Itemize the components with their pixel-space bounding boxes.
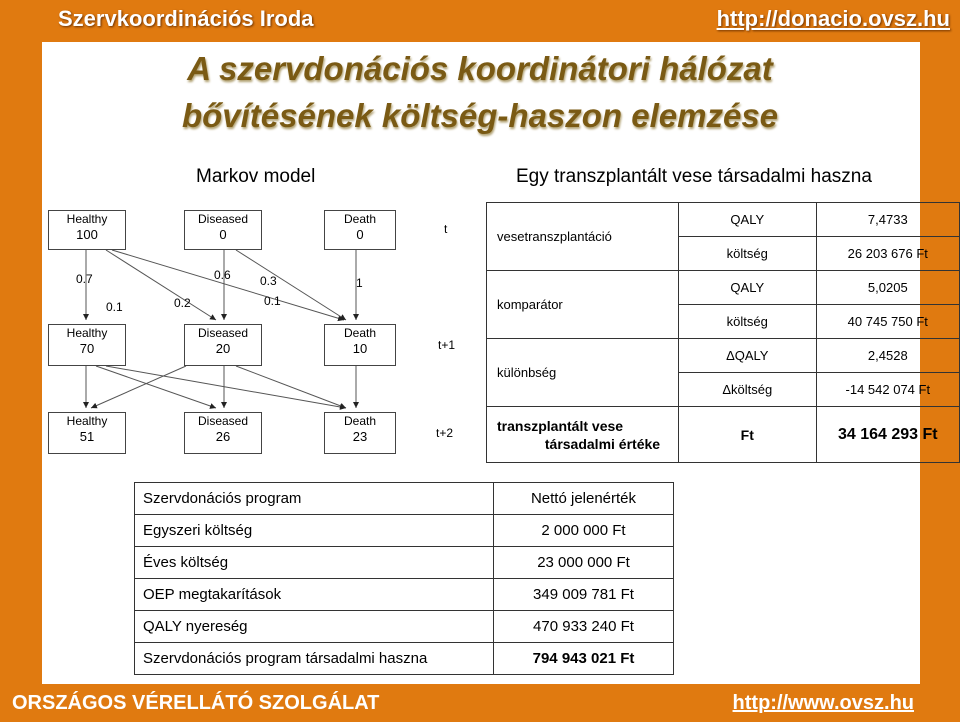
- node-healthy-t: Healthy 100: [48, 210, 126, 250]
- time-label-t2: t+2: [436, 426, 454, 440]
- value-cell: 2,4528: [816, 339, 959, 373]
- program-header-label: Szervdonációs program: [135, 483, 494, 515]
- markov-subtitle: Markov model: [196, 166, 316, 187]
- slide-title-line1: A szervdonációs koordinátori hálózat: [187, 50, 773, 87]
- value-cell: 26 203 676 Ft: [816, 237, 959, 271]
- arrow-d0-x1: [236, 250, 346, 320]
- node-diseased-t2: Diseased 26: [184, 412, 262, 454]
- table-row: [487, 407, 960, 463]
- node-diseased-t: Diseased 0: [184, 210, 262, 250]
- donation-link[interactable]: http://donacio.ovsz.hu: [716, 6, 950, 31]
- metric-cell: ΔQALY: [678, 339, 816, 373]
- arrow-d1-x2: [236, 366, 346, 408]
- row-value: 349 009 781 Ft: [494, 579, 674, 611]
- row-value: 2 000 000 Ft: [494, 515, 674, 547]
- table-row: [135, 579, 674, 611]
- node-healthy-t1: Healthy 70: [48, 324, 126, 366]
- row-value: 470 933 240 Ft: [494, 611, 674, 643]
- row-label: Éves költség: [135, 547, 494, 579]
- table-header-row: [135, 483, 674, 515]
- metric-cell: költség: [678, 305, 816, 339]
- total-label-line1: transzplantált vese: [497, 417, 624, 434]
- footer-link[interactable]: http://www.ovsz.hu: [732, 692, 914, 714]
- value-cell: -14 542 074 Ft: [816, 373, 959, 407]
- markov-diagram: [46, 202, 466, 468]
- value-cell: 7,4733: [816, 203, 959, 237]
- node-diseased-t1: Diseased 20: [184, 324, 262, 366]
- prob-diseased-healthy: 0.1: [264, 294, 281, 308]
- value-cell: 5,0205: [816, 271, 959, 305]
- table-row: [135, 547, 674, 579]
- time-label-t1: t+1: [438, 338, 456, 352]
- row-label: Szervdonációs program társadalmi haszna: [135, 643, 494, 675]
- arrow-d1-h2: [91, 366, 186, 408]
- prob-diseased-diseased: 0.6: [214, 268, 231, 282]
- arrow-h1-x2: [106, 366, 346, 408]
- metric-cell: költség: [678, 237, 816, 271]
- row-label: Egyszeri költség: [135, 515, 494, 547]
- prob-diseased-death: 0.3: [260, 274, 277, 288]
- comparison-table: [486, 202, 960, 463]
- total-unit: Ft: [678, 407, 816, 463]
- table-row: [135, 643, 674, 675]
- total-value: 34 164 293 Ft: [816, 407, 959, 463]
- program-table: [134, 482, 674, 675]
- prob-healthy-diseased: 0.2: [174, 296, 191, 310]
- footer-org: ORSZÁGOS VÉRELLÁTÓ SZOLGÁLAT: [12, 692, 380, 714]
- prob-healthy-healthy: 0.7: [76, 272, 93, 286]
- table-row: [487, 203, 960, 237]
- arrow-h0-x1: [112, 250, 344, 320]
- slide-title-line2: bővítésének költség-haszon elemzése: [181, 97, 779, 134]
- benefit-subtitle: Egy transzplantált vese társadalmi haszna: [516, 166, 872, 187]
- org-name: Szervkoordinációs Iroda: [58, 6, 314, 31]
- table-row: [487, 339, 960, 373]
- prob-healthy-death: 0.1: [106, 300, 123, 314]
- row-label: QALY nyereség: [135, 611, 494, 643]
- table-row: [135, 611, 674, 643]
- node-death-t: Death 0: [324, 210, 396, 250]
- node-healthy-t2: Healthy 51: [48, 412, 126, 454]
- total-label-line2: társadalmi értéke: [544, 435, 661, 452]
- group-difference: különbség: [487, 339, 679, 407]
- group-transplant: vesetranszplantáció: [487, 203, 679, 271]
- row-label: OEP megtakarítások: [135, 579, 494, 611]
- table-row: [487, 271, 960, 305]
- program-header-value: Nettó jelenérték: [494, 483, 674, 515]
- metric-cell: QALY: [678, 271, 816, 305]
- row-value: 794 943 021 Ft: [494, 643, 674, 675]
- table-row: [135, 515, 674, 547]
- node-death-t1: Death 10: [324, 324, 396, 366]
- node-death-t2: Death 23: [324, 412, 396, 454]
- group-comparator: komparátor: [487, 271, 679, 339]
- row-value: 23 000 000 Ft: [494, 547, 674, 579]
- arrow-h1-d2: [96, 366, 216, 408]
- metric-cell: Δköltség: [678, 373, 816, 407]
- value-cell: 40 745 750 Ft: [816, 305, 959, 339]
- time-label-t: t: [444, 222, 448, 236]
- prob-death-death: 1: [356, 276, 363, 290]
- total-label: [487, 407, 679, 463]
- metric-cell: QALY: [678, 203, 816, 237]
